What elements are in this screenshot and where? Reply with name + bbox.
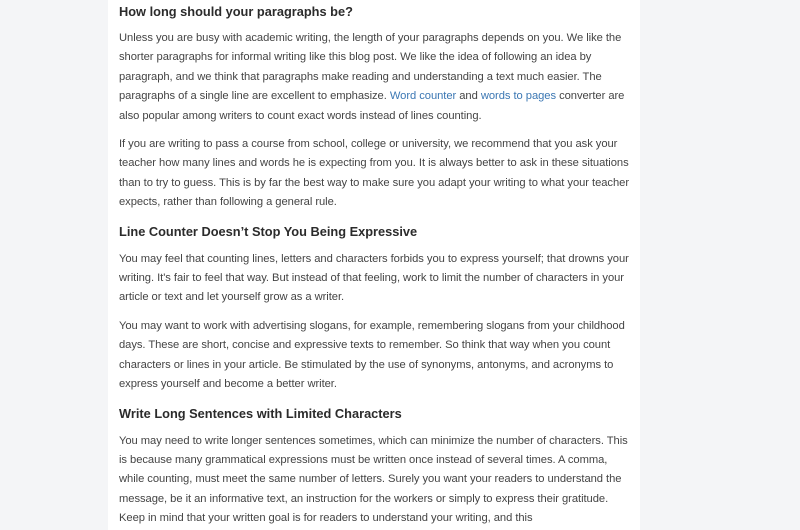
heading-line-counter: Line Counter Doesn’t Stop You Being Expressive xyxy=(119,223,418,239)
paragraph-5: You may need to write longer sentences sometimes, which can minimize the number of characters. This is because many grammatical expressions must be written once instead of several times. A comma, while counting, must meet the same number of letters. Surely you want your readers to understand the message, be it an informative text, an instruction for the workers or simply to express their gratitude. Keep in mind that your written goal is for readers to understand your writing, and this xyxy=(119,434,628,525)
word-counter-link[interactable]: Word counter xyxy=(389,90,457,103)
paragraph-4: You may want to work with advertising slogans, for example, remembering slogans from your childhood days. These are short, concise and expressive texts to remember. So think that way when you count characters or lines in your article. Be stimulated by the use of synonyms, antonyms, and acronyms to express yourself and become a better writer. xyxy=(119,319,625,391)
article-content xyxy=(108,0,640,529)
heading-paragraph-length: How long should your paragraphs be? xyxy=(119,4,353,19)
paragraph-3: You may feel that counting lines, letters and characters forbids you to express yourself; that drowns your writing. It's fair to feel that way. But instead of that feeling, work to limit the number of characters in your article or text and let yourself grow as a writer. xyxy=(119,252,629,304)
paragraph-1-text-a: Unless you are busy with academic writing, the length of your paragraphs depends on you. We like the shorter paragraphs for informal writing like this blog post. We like the idea of following an idea by paragraph, and we think that paragraphs make reading and understanding a text much easier. The paragraphs of a single line are excellent to emphasize. xyxy=(119,32,622,103)
paragraph-2: If you are writing to pass a course from school, college or university, we recommend that you ask your teacher how many lines and words he is expecting from you. It is always better to ask in these situations than to try to guess. This is by far the best way to make sure you adapt your writing to what your teacher expects, rather than following a general rule. xyxy=(119,138,629,209)
words-to-pages-link[interactable]: words to pages xyxy=(480,90,557,103)
article-card xyxy=(108,0,640,530)
paragraph-1 xyxy=(119,29,629,126)
paragraph-1-and: and xyxy=(456,90,481,103)
paragraph-1-text-b: converter are also popular among writers to count exact words instead of lines counting. xyxy=(119,90,625,122)
heading-long-sentences: Write Long Sentences with Limited Characters xyxy=(119,405,402,421)
